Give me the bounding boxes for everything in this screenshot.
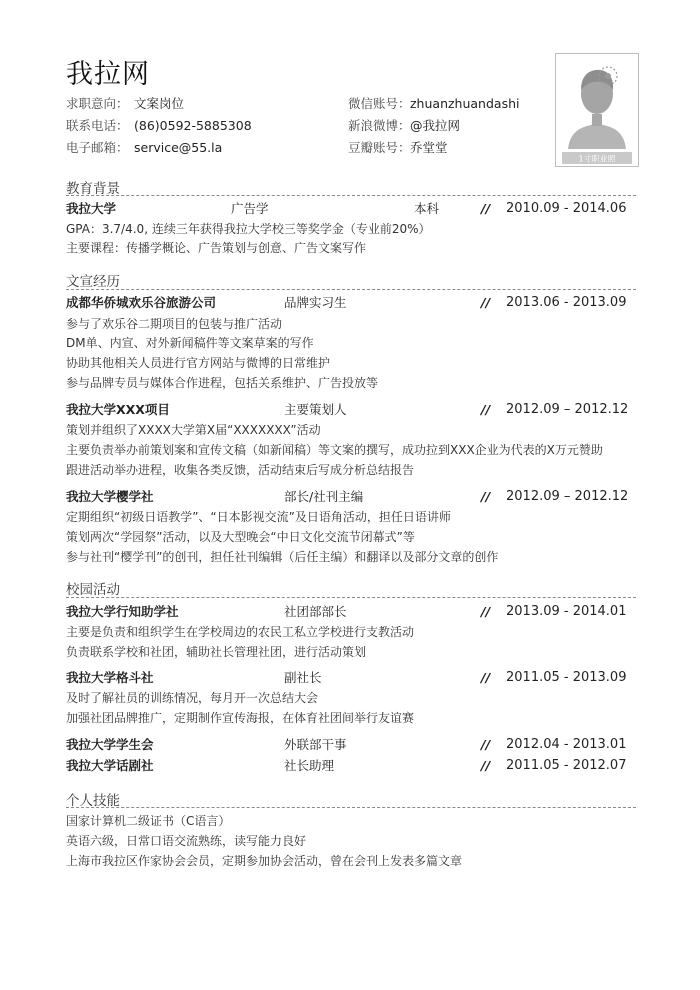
campus-org: 我拉大学话剧社	[66, 758, 154, 773]
campus-role: 社长助理	[284, 758, 335, 773]
campus-line: 及时了解社员的训练情况，每月开一次总结大会	[66, 691, 319, 705]
douban-label: 豆瓣账号：	[348, 140, 411, 155]
experience-entry	[66, 400, 636, 420]
date-separator: //	[481, 670, 491, 685]
wechat-label: 微信账号：	[348, 96, 411, 111]
email-value: service@55.la	[134, 140, 223, 155]
campus-org: 我拉大学行知助学社	[66, 604, 179, 619]
experience-role: 部长/社刊主编	[284, 489, 364, 504]
date-separator: //	[481, 295, 491, 310]
experience-role: 主要策划人	[284, 402, 347, 417]
date-separator: //	[481, 402, 491, 417]
experience-line: DM单、内宣、对外新闻稿件等文案草案的写作	[66, 336, 314, 350]
education-line: GPA：3.7/4.0, 连续三年获得我拉大学校三等奖学金（专业前20%）	[66, 222, 431, 236]
wechat-value: zhuanzhuandashi	[410, 96, 520, 111]
divider	[66, 597, 636, 598]
skill-line: 上海市我拉区作家协会会员，定期参加协会活动，曾在会刊上发表多篇文章	[66, 854, 463, 868]
experience-date: 2013.06 - 2013.09	[506, 295, 627, 310]
experience-org: 成都华侨城欢乐谷旅游公司	[66, 295, 217, 310]
campus-role: 副社长	[284, 670, 322, 685]
profile-photo	[555, 53, 639, 167]
avatar-placeholder-icon	[556, 54, 638, 166]
education-date: 2010.09 - 2014.06	[506, 201, 627, 216]
experience-entry	[66, 487, 636, 507]
campus-org: 我拉大学学生会	[66, 737, 154, 752]
date-separator: //	[481, 489, 491, 504]
education-major: 广告学	[231, 201, 269, 216]
campus-date: 2012.04 - 2013.01	[506, 737, 627, 752]
email-row	[66, 137, 252, 159]
experience-role: 品牌实习生	[284, 295, 347, 310]
campus-entry	[66, 668, 636, 688]
section-title-campus: 校园活动	[66, 582, 120, 598]
wechat-row	[348, 93, 519, 115]
campus-line: 加强社团品牌推广，定期制作宣传海报，在体育社团间举行友谊赛	[66, 711, 415, 725]
campus-date: 2011.05 - 2013.09	[506, 670, 627, 685]
campus-entry	[66, 735, 636, 755]
experience-org: 我拉大学樱学社	[66, 489, 154, 504]
candidate-name: 我拉网	[66, 59, 150, 90]
weibo-row	[348, 115, 519, 137]
date-separator: //	[481, 201, 491, 216]
date-separator: //	[481, 604, 491, 619]
experience-line: 参与社刊“樱学刊”的创刊，担任社刊编辑（后任主编）和翻译以及部分文章的创作	[66, 550, 499, 564]
campus-entry	[66, 756, 636, 776]
education-line: 主要课程：传播学概论、广告策划与创意、广告文案写作	[66, 241, 367, 255]
job-intention-row	[66, 93, 252, 115]
experience-date: 2012.09 – 2012.12	[506, 489, 629, 504]
weibo-label: 新浪微博：	[348, 118, 411, 133]
experience-line: 协助其他相关人员进行官方网站与微博的日常维护	[66, 356, 331, 370]
campus-date: 2013.09 - 2014.01	[506, 604, 627, 619]
douban-value: 乔堂堂	[410, 140, 448, 155]
experience-line: 策划并组织了XXXX大学第X届“XXXXXXX”活动	[66, 423, 321, 437]
divider	[66, 195, 636, 196]
date-separator: //	[481, 737, 491, 752]
email-label: 电子邮箱：	[66, 140, 129, 155]
job-intention-label: 求职意向：	[66, 96, 129, 111]
section-title-experience: 文宣经历	[66, 274, 120, 290]
experience-line: 主要负责举办前策划案和宣传文稿（如新闻稿）等文案的撰写，成功拉到XXX企业为代表的X万元赞助	[66, 443, 603, 457]
phone-label: 联系电话：	[66, 118, 129, 133]
experience-line: 策划两次“学园祭”活动，以及大型晚会“中日文化交流节闭幕式”等	[66, 530, 415, 544]
campus-line: 主要是负责和组织学生在学校周边的农民工私立学校进行支教活动	[66, 625, 415, 639]
section-title-skills: 个人技能	[66, 793, 120, 809]
experience-entry	[66, 293, 636, 313]
experience-line: 参与品牌专员与媒体合作进程，包括关系维护、广告投放等	[66, 376, 379, 390]
douban-row	[348, 137, 519, 159]
date-separator: //	[481, 758, 491, 773]
contact-info-left	[66, 93, 252, 159]
experience-date: 2012.09 – 2012.12	[506, 402, 629, 417]
job-intention-value: 文案岗位	[134, 96, 185, 111]
education-degree: 本科	[414, 201, 440, 216]
divider	[66, 807, 636, 808]
campus-role: 外联部干事	[284, 737, 347, 752]
phone-value: (86)0592-5885308	[134, 118, 252, 133]
education-entry	[66, 199, 636, 219]
section-title-education: 教育背景	[66, 181, 120, 197]
skill-line: 国家计算机二级证书（C语言）	[66, 814, 231, 828]
experience-line: 参与了欢乐谷二期项目的包装与推广活动	[66, 317, 283, 331]
campus-date: 2011.05 - 2012.07	[506, 758, 627, 773]
experience-line: 跟进活动举办进程，收集各类反馈，活动结束后写成分析总结报告	[66, 463, 415, 477]
campus-role: 社团部部长	[284, 604, 347, 619]
divider	[66, 289, 636, 290]
campus-line: 负责联系学校和社团，辅助社长管理社团，进行活动策划	[66, 645, 367, 659]
weibo-value: @我拉网	[410, 118, 461, 133]
skill-line: 英语六级，日常口语交流熟练，读写能力良好	[66, 834, 307, 848]
photo-caption: 1寸职业照	[578, 154, 616, 164]
experience-line: 定期组织“初级日语教学”、“日本影视交流”及日语角活动，担任日语讲师	[66, 510, 451, 524]
phone-row	[66, 115, 252, 137]
campus-org: 我拉大学格斗社	[66, 670, 154, 685]
campus-entry	[66, 602, 636, 622]
contact-info-right	[348, 93, 519, 159]
education-school: 我拉大学	[66, 201, 117, 216]
experience-org: 我拉大学XXX项目	[66, 402, 170, 417]
